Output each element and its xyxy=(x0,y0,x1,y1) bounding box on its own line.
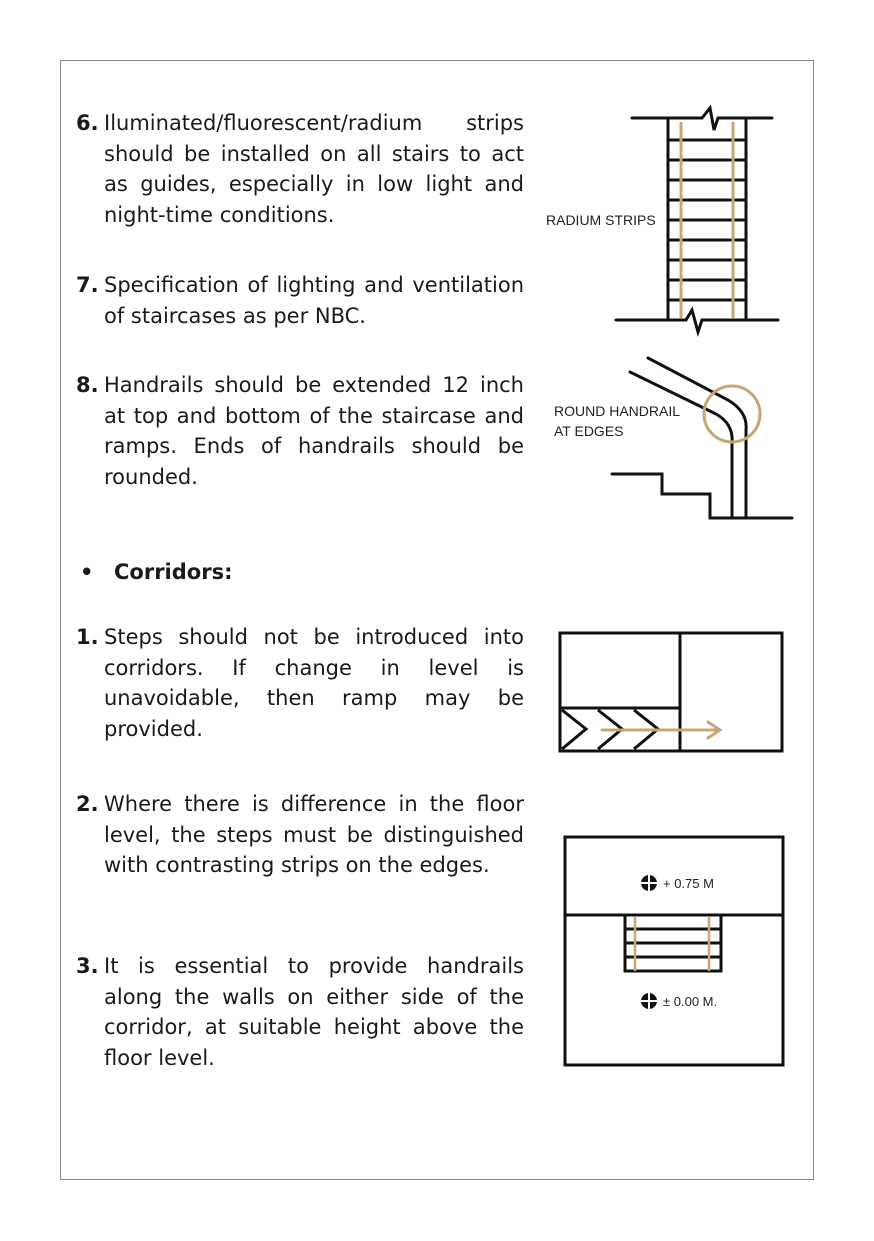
item-text: Steps should not be introduced into corridors. If change in level is unavoidable, then ramp may be provided. xyxy=(104,625,524,741)
level-marker-icon xyxy=(637,871,661,895)
list-item-corridor-1 xyxy=(76,622,524,744)
handrail-label-line1: ROUND HANDRAIL xyxy=(554,403,681,419)
round-handrail-diagram xyxy=(550,350,800,525)
list-item-corridor-2 xyxy=(76,789,524,881)
radium-strips-label: RADIUM STRIPS xyxy=(546,212,656,228)
stair-steps xyxy=(612,474,792,518)
list-item-6 xyxy=(76,108,524,230)
corridor-ramp-diagram xyxy=(558,630,786,755)
item-text: Specification of lighting and ventilation of staircases as per NBC. xyxy=(104,273,524,328)
section-title: Corridors: xyxy=(114,560,233,584)
upper-level-label: + 0.75 M xyxy=(663,876,714,891)
bottom-wall-line xyxy=(616,310,778,332)
arrow-icon xyxy=(602,722,720,738)
item-text: Iluminated/fluorescent/radium strips should be installed on all stairs to act as guides, especially in low light and night-time conditions. xyxy=(104,111,524,227)
section-heading xyxy=(80,560,232,584)
level-marker-icon xyxy=(637,989,661,1013)
item-number: 8. xyxy=(76,373,99,397)
ramp-chevron xyxy=(562,710,586,749)
lower-level-label: ± 0.00 M. xyxy=(663,994,718,1009)
item-text: Where there is difference in the floor level, the steps must be distinguished with contrasting strips on the edges. xyxy=(104,792,524,877)
item-number: 6. xyxy=(76,111,99,135)
item-number: 7. xyxy=(76,273,99,297)
radium-strips-diagram xyxy=(540,100,790,340)
top-wall-line xyxy=(632,108,772,130)
item-text: Handrails should be extended 12 inch at top and bottom of the staircase and ramps. Ends of handrails should be rounded. xyxy=(104,373,524,489)
handrail-label-line2: AT EDGES xyxy=(554,423,624,439)
item-number: 3. xyxy=(76,954,99,978)
bullet-icon: • xyxy=(80,560,94,584)
corridor-outline xyxy=(560,633,782,751)
list-item-corridor-3 xyxy=(76,951,524,1073)
floor-plan-outline xyxy=(565,837,783,1065)
list-item-8 xyxy=(76,370,524,492)
item-text: It is essential to provide handrails along the walls on either side of the corridor, at suitable height above the floor level. xyxy=(104,954,524,1070)
item-number: 2. xyxy=(76,792,99,816)
list-item-7 xyxy=(76,270,524,331)
floor-level-diagram xyxy=(563,835,785,1067)
item-number: 1. xyxy=(76,625,99,649)
